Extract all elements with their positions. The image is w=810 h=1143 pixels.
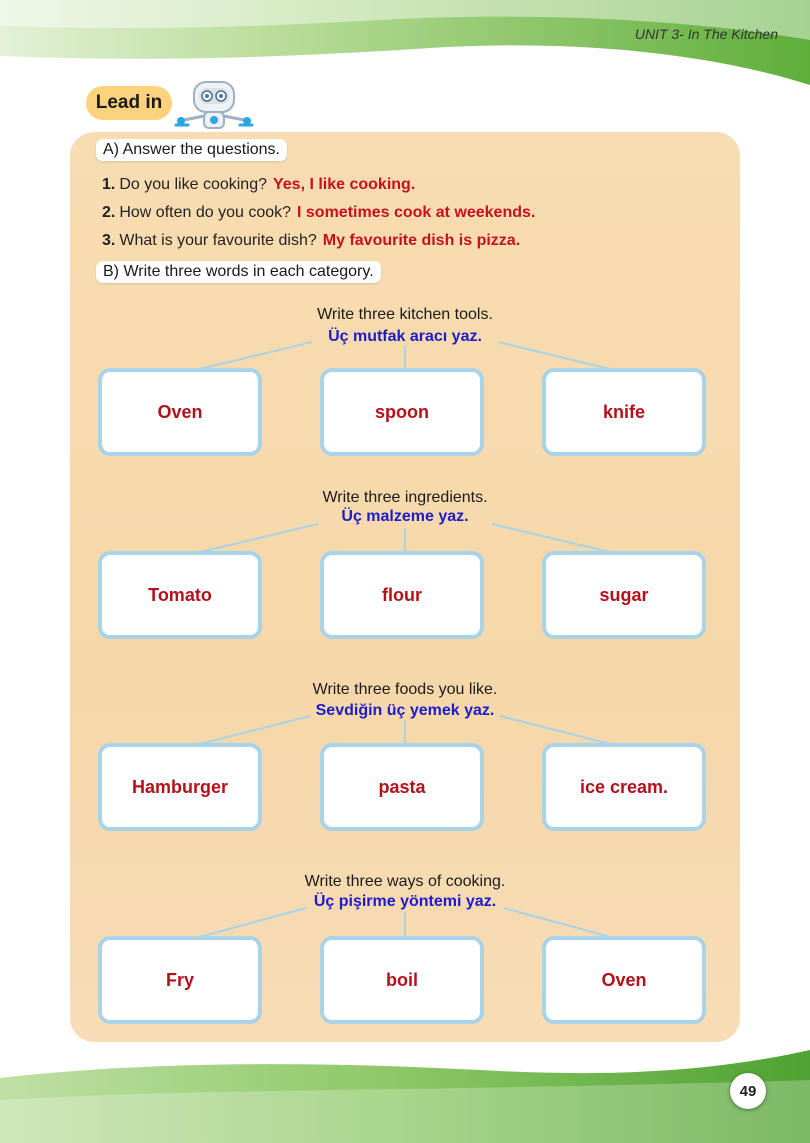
answer-text: I sometimes cook at weekends.: [297, 204, 536, 221]
category-subtitle: Üç mutfak aracı yaz.: [328, 328, 482, 345]
question-row-3: [102, 232, 520, 250]
answer-box: knife: [542, 368, 706, 456]
question-text: What is your favourite dish?: [119, 232, 317, 249]
question-text: Do you like cooking?: [119, 176, 267, 193]
answer-text: My favourite dish is pizza.: [322, 232, 521, 249]
category-subtitle: Sevdiğin üç yemek yaz.: [315, 702, 495, 719]
footer-band: [0, 1040, 810, 1143]
category-title: Write three ways of cooking.: [304, 873, 506, 890]
answer-box: Oven: [98, 368, 262, 456]
question-number: 1.: [102, 176, 116, 193]
answer-box: Hamburger: [98, 743, 262, 831]
answer-box: Tomato: [98, 551, 262, 639]
unit-title: UNIT 3- In The Kitchen: [634, 26, 778, 42]
category-title: Write three ingredients.: [322, 489, 488, 506]
answer-box: ice cream.: [542, 743, 706, 831]
answer-text: Yes, I like cooking.: [272, 176, 416, 193]
category-title: Write three foods you like.: [312, 681, 498, 698]
answer-box: Fry: [98, 936, 262, 1024]
category-subtitle: Üç malzeme yaz.: [341, 508, 469, 525]
robot-mascot-icon: [172, 78, 256, 136]
answer-box: flour: [320, 551, 484, 639]
header-band: [0, 0, 810, 90]
section-b-label: B) Write three words in each category.: [96, 261, 381, 283]
page-number: 49: [730, 1073, 766, 1109]
section-a-label: A) Answer the questions.: [96, 139, 287, 161]
answer-box: spoon: [320, 368, 484, 456]
question-row-1: [102, 176, 415, 194]
category-title: Write three kitchen tools.: [317, 306, 493, 323]
lead-in-badge: Lead in: [86, 86, 172, 120]
answer-box: boil: [320, 936, 484, 1024]
question-number: 2.: [102, 204, 116, 221]
category-subtitle: Üç pişirme yöntemi yaz.: [313, 893, 497, 910]
answer-box: sugar: [542, 551, 706, 639]
answer-box: Oven: [542, 936, 706, 1024]
answer-box: pasta: [320, 743, 484, 831]
question-number: 3.: [102, 232, 116, 249]
question-text: How often do you cook?: [119, 204, 292, 221]
question-row-2: [102, 204, 535, 222]
